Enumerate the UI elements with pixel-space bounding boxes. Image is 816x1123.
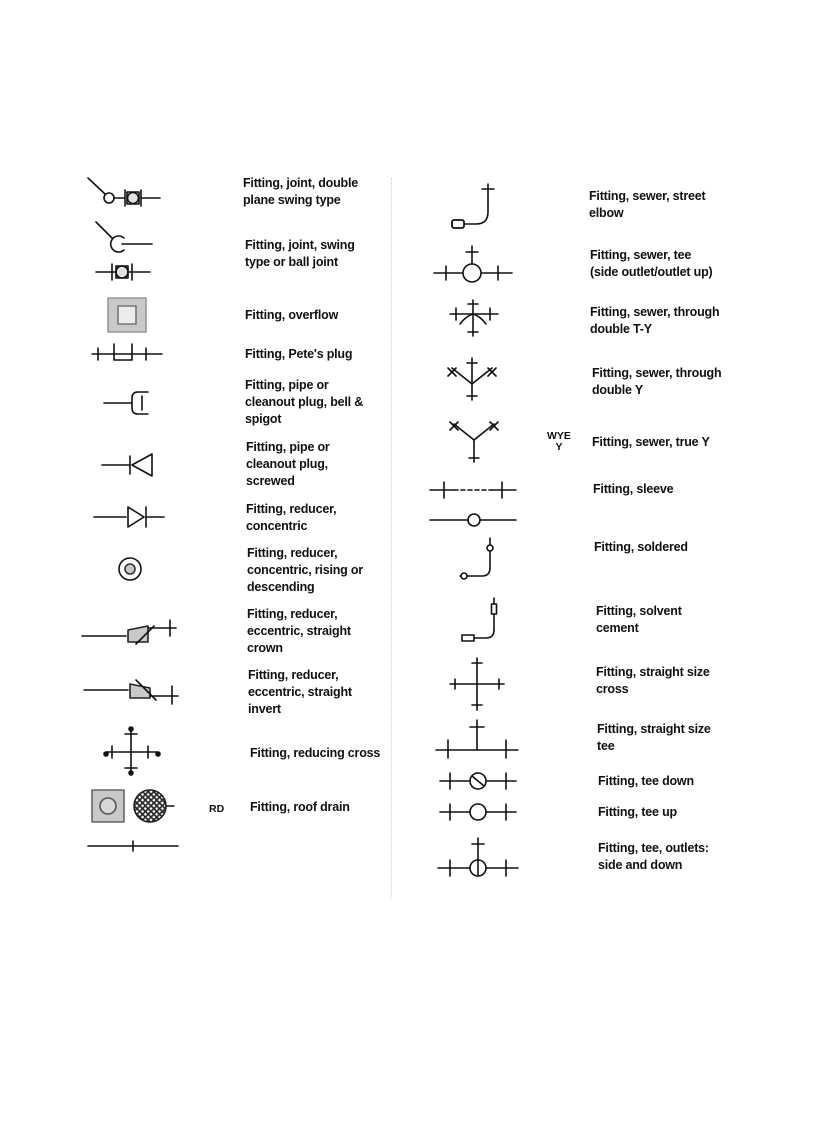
label-petes-plug: Fitting, Pete's plug xyxy=(245,347,353,361)
label-reducer-concentric: Fitting, reducer, concentric xyxy=(246,502,337,533)
sewer-through-double-y-icon xyxy=(444,354,500,404)
soldered-icon xyxy=(452,534,502,586)
label-overflow: Fitting, overflow xyxy=(245,308,339,322)
sewer-true-y-icon xyxy=(446,414,502,466)
swing-joint-ball-icon xyxy=(86,216,166,286)
true-y-tag-line2: Y xyxy=(555,441,563,453)
straight-size-cross-icon xyxy=(446,654,508,714)
label-cleanout-plug-bell-spigot: Fitting, pipe or cleanout plug, bell & spigot xyxy=(245,378,364,426)
overflow-icon xyxy=(106,296,150,336)
tee-outlets-side-down-icon xyxy=(436,834,520,882)
tee-up-icon xyxy=(438,799,518,825)
reducing-cross-icon xyxy=(100,722,164,780)
straight-size-tee-icon xyxy=(434,716,520,760)
label-reducer-eccentric-invert: Fitting, reducer, eccentric, straight invert xyxy=(248,668,352,716)
label-swing-joint-ball: Fitting, joint, swing type or ball joint xyxy=(245,238,355,269)
label-straight-size-tee: Fitting, straight size tee xyxy=(597,722,711,753)
label-sewer-tee: Fitting, sewer, tee (side outlet/outlet up) xyxy=(590,248,713,279)
label-sewer-street-elbow: Fitting, sewer, street elbow xyxy=(589,189,706,220)
column-divider xyxy=(391,178,392,898)
sewer-through-double-ty-icon xyxy=(446,296,502,340)
reducer-concentric-icon xyxy=(92,503,168,531)
sewer-tee-icon xyxy=(432,242,514,284)
true-y-tag-line1: WYE xyxy=(547,430,571,442)
reducer-eccentric-invert-icon xyxy=(82,674,182,708)
solvent-cement-icon xyxy=(454,594,504,648)
label-reducer-concentric-rising: Fitting, reducer, concentric, rising or descending xyxy=(247,546,363,594)
swing-joint-double-plane-icon xyxy=(80,172,170,212)
reducer-eccentric-crown-icon xyxy=(80,614,180,648)
cleanout-plug-screwed-icon xyxy=(100,450,160,480)
label-straight-size-cross: Fitting, straight size cross xyxy=(596,665,710,696)
roof-drain-tag: RD xyxy=(209,803,225,815)
label-reducing-cross: Fitting, reducing cross xyxy=(250,746,381,760)
label-solvent-cement: Fitting, solvent cement xyxy=(596,604,682,635)
label-sewer-through-double-ty: Fitting, sewer, through double T-Y xyxy=(590,305,720,336)
true-y-tag xyxy=(547,431,571,453)
roof-drain-icon xyxy=(86,786,182,852)
sewer-street-elbow-icon xyxy=(442,180,502,234)
label-sewer-true-y: Fitting, sewer, true Y xyxy=(592,435,710,449)
label-roof-drain: Fitting, roof drain xyxy=(250,800,350,814)
petes-plug-icon xyxy=(90,342,166,366)
label-soldered: Fitting, soldered xyxy=(594,540,688,554)
label-reducer-eccentric-crown: Fitting, reducer, eccentric, straight crown xyxy=(247,607,351,655)
label-sewer-through-double-y: Fitting, sewer, through double Y xyxy=(592,366,722,397)
label-tee-down: Fitting, tee down xyxy=(598,774,694,788)
label-tee-outlets-side-down: Fitting, tee, outlets: side and down xyxy=(598,841,709,872)
label-cleanout-plug-screwed: Fitting, pipe or cleanout plug, screwed xyxy=(246,440,330,488)
label-swing-joint-double-plane: Fitting, joint, double plane swing type xyxy=(243,176,359,207)
label-sleeve: Fitting, sleeve xyxy=(593,482,674,496)
sleeve-icon xyxy=(428,478,520,528)
label-tee-up: Fitting, tee up xyxy=(598,805,677,819)
tee-down-icon xyxy=(438,768,518,794)
cleanout-plug-bell-spigot-icon xyxy=(102,386,158,420)
reducer-concentric-rising-icon xyxy=(114,553,146,585)
